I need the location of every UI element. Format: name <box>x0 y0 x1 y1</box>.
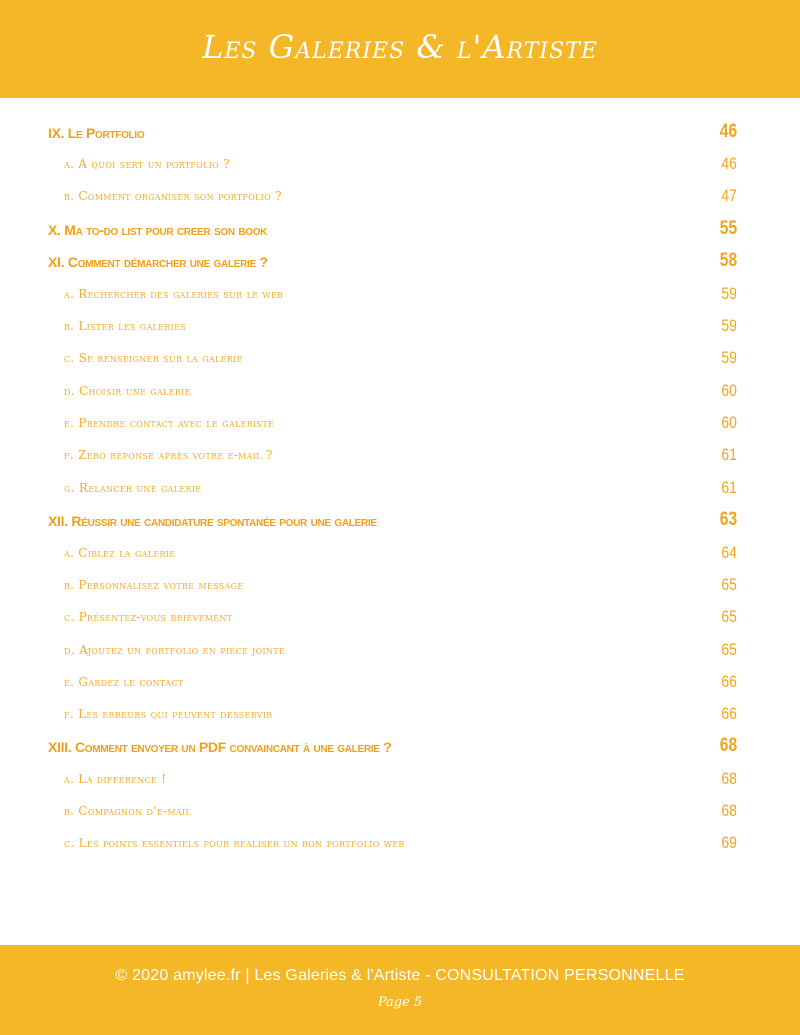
toc-entry-page: 68 <box>721 769 737 788</box>
toc-entry-page: 66 <box>721 672 737 691</box>
toc-entry[interactable] <box>0 731 800 763</box>
document-title: Les Galeries & l'Artiste <box>202 28 598 66</box>
toc-entry[interactable] <box>0 246 800 278</box>
toc-entry-label: f. Zéro réponse après votre e-mail ? <box>64 448 273 462</box>
toc-entry-page: 59 <box>721 348 737 367</box>
toc-entry[interactable] <box>0 667 800 699</box>
toc-entry-page: 68 <box>719 735 737 756</box>
toc-entry-page: 60 <box>721 413 737 432</box>
toc-entry-page: 65 <box>721 575 737 594</box>
toc-entry[interactable] <box>0 505 800 537</box>
toc-entry-label: b. Lister les galeries <box>64 319 187 333</box>
toc-entry[interactable] <box>0 214 800 246</box>
toc-entry[interactable] <box>0 570 800 602</box>
toc-entry[interactable] <box>0 764 800 796</box>
toc-entry-label: XII. Réussir une candidature spontanée pour une galerie <box>48 513 377 529</box>
toc-entry-label: c. Se renseigner sur la galerie <box>64 351 243 365</box>
toc-entry[interactable] <box>0 440 800 472</box>
toc-entry[interactable] <box>0 376 800 408</box>
toc-entry-page: 63 <box>719 509 737 530</box>
toc-entry-page: 61 <box>721 445 737 464</box>
toc-entry-page: 59 <box>721 284 737 303</box>
toc-entry-label: d. Ajoutez un portfolio en pièce jointe <box>64 643 286 657</box>
toc-entry-page: 55 <box>719 218 737 239</box>
toc-entry-page: 69 <box>721 833 737 852</box>
toc-entry-label: a. Ciblez la galerie <box>64 546 176 560</box>
toc-entry[interactable] <box>0 343 800 375</box>
toc-entry-label: c. Les points essentiels pour réaliser un bon portfolio web <box>64 836 405 850</box>
toc-entry[interactable] <box>0 181 800 213</box>
toc-entry-page: 60 <box>721 381 737 400</box>
footer-copyright: © 2020 amylee.fr | Les Galeries & l'Artiste - CONSULTATION PERSONNELLE <box>115 967 685 984</box>
toc-entry-page: 58 <box>719 250 737 271</box>
toc-entry-label: a. A quoi sert un portfolio ? <box>64 157 230 171</box>
toc-entry-page: 47 <box>721 186 737 205</box>
toc-entry[interactable] <box>0 117 800 149</box>
toc-entry-label: a. La différence ! <box>64 772 167 786</box>
toc-entry-page: 46 <box>721 154 737 173</box>
toc-entry-label: e. Gardez le contact <box>64 675 184 689</box>
toc-entry[interactable] <box>0 699 800 731</box>
toc-entry-page: 66 <box>721 704 737 723</box>
toc-entry-label: g. Relancer une galerie <box>64 481 202 495</box>
toc-entry-label: b. Comment organiser son portfolio ? <box>64 189 282 203</box>
toc-entry-label: XI. Comment démarcher une galerie ? <box>48 254 268 270</box>
toc-entry[interactable] <box>0 473 800 505</box>
toc-entry-label: IX. Le Portfolio <box>48 125 145 141</box>
toc-entry-label: b. Compagnon d'e-mail <box>64 804 191 818</box>
toc-entry-label: XIII. Comment envoyer un PDF convaincant à une galerie ? <box>48 739 392 755</box>
toc-entry-label: d. Choisir une galerie <box>64 384 191 398</box>
toc-entry[interactable] <box>0 828 800 860</box>
page-number: Page 5 <box>377 995 423 1010</box>
toc-entry[interactable] <box>0 635 800 667</box>
toc-entry-label: f. Les erreurs qui peuvent desservir <box>64 707 273 721</box>
toc-entry[interactable] <box>0 538 800 570</box>
toc-entry[interactable] <box>0 408 800 440</box>
toc-entry[interactable] <box>0 602 800 634</box>
toc-entry-label: b. Personnalisez votre message <box>64 578 244 592</box>
toc-entry-page: 64 <box>721 543 737 562</box>
page-footer <box>0 945 800 1035</box>
toc-entry[interactable] <box>0 279 800 311</box>
toc-entry-label: c. Présentez-vous brièvement <box>64 610 233 624</box>
toc-entry-page: 65 <box>721 640 737 659</box>
toc-entry-label: a. Rechercher des galeries sur le web <box>64 287 284 301</box>
toc-entry[interactable] <box>0 149 800 181</box>
toc-entry-page: 61 <box>721 478 737 497</box>
toc-entry-label: e. Prendre contact avec le galeriste <box>64 416 274 430</box>
toc-entry-label: X. Ma to-do list pour creer son book <box>48 222 268 238</box>
toc-entry[interactable] <box>0 796 800 828</box>
toc-entry-page: 65 <box>721 607 737 626</box>
toc-entry-page: 59 <box>721 316 737 335</box>
toc-entry-page: 68 <box>721 801 737 820</box>
toc-entry-page: 46 <box>719 121 737 142</box>
toc-entry[interactable] <box>0 311 800 343</box>
page-header <box>0 0 800 98</box>
